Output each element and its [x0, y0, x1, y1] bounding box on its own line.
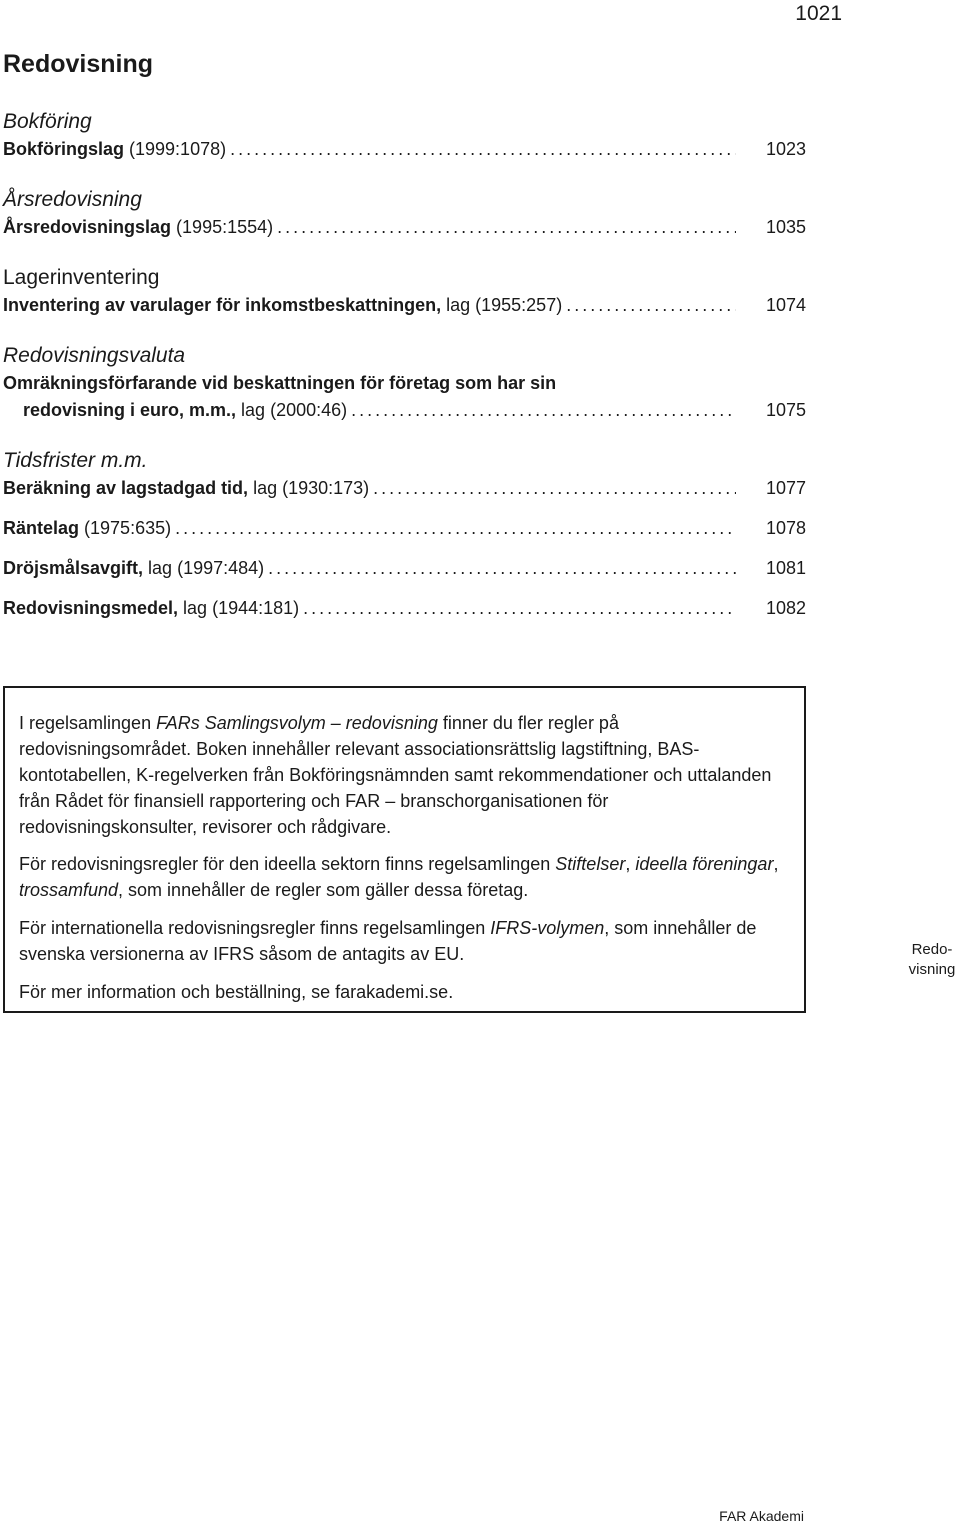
info-box: [3, 686, 806, 1013]
info-paragraph-3: För internationella redovisningsregler finns regelsamlingen IFRS-volymen, som innehåller de svenska versionerna av IFRS såsom de antagits av EU.: [19, 918, 757, 964]
dot-leader: [175, 515, 736, 542]
toc-entry-redovisningsmedel[interactable]: [3, 595, 806, 622]
dot-leader: [230, 136, 736, 163]
dot-leader: [277, 214, 736, 241]
toc-heading-redovisningsvaluta: Redovisningsvaluta: [3, 344, 186, 367]
section-title: Redovisning: [3, 50, 154, 78]
toc-entry-title: Årsredovisningslag (1995:1554): [3, 217, 274, 237]
toc-entry-page: 1075: [765, 400, 806, 420]
info-paragraph-1: I regelsamlingen FARs Samlingsvolym – redovisning finner du fler regler på redovisningsområdet. Boken innehåller relevant associationsrättslig lagstiftning, BAS-kontotabellen, K-regelverken från Bokföringsnämnden samt rekommendationer och uttalanden från Rådet för finansiell rapportering och FAR – branschorganisationen för redovisningskonsulter, revisorer och rådgivare.: [19, 713, 772, 837]
toc-heading-tidsfrister: Tidsfrister m.m.: [3, 449, 148, 472]
info-paragraph-4: För mer information och beställning, se farakademi.se.: [19, 982, 454, 1002]
dot-leader: [566, 292, 736, 319]
toc-entry-title: Dröjsmålsavgift, lag (1997:484): [3, 558, 265, 578]
dot-leader: [351, 397, 736, 424]
toc-entry-page: 1035: [765, 217, 806, 237]
toc-entry-title: Bokföringslag (1999:1078): [3, 139, 227, 159]
page-number: 1021: [795, 2, 842, 25]
toc-entry-page: 1078: [765, 518, 806, 538]
footer-publisher: FAR Akademi: [719, 1508, 804, 1524]
toc-entry-title: Inventering av varulager för inkomstbeskattningen, lag (1955:257): [3, 295, 563, 315]
toc-heading-arsredovisning: Årsredovisning: [3, 188, 142, 211]
dot-leader: [268, 555, 736, 582]
toc-entry-rantelag[interactable]: [3, 515, 806, 542]
toc-entry-arsredovisningslag[interactable]: [3, 214, 806, 241]
info-paragraph-2: För redovisningsregler för den ideella sektorn finns regelsamlingen Stiftelser, ideella föreningar, trossamfund, som innehåller de regler som gäller dessa företag.: [19, 854, 779, 900]
toc-entry-title: redovisning i euro, m.m., lag (2000:46): [23, 400, 348, 420]
side-tab-label: Redo- visning: [908, 941, 956, 978]
toc-entry-inventering[interactable]: [3, 292, 806, 319]
toc-entry-title: Räntelag (1975:635): [3, 518, 172, 538]
toc-entry-bokforingslag[interactable]: [3, 136, 806, 163]
dot-leader: [303, 595, 736, 622]
toc-heading-lagerinventering: Lagerinventering: [3, 266, 160, 289]
toc-entry-omrakning-line2[interactable]: [3, 397, 806, 424]
toc-heading-bokforing: Bokföring: [3, 110, 92, 133]
table-of-contents: [3, 108, 806, 622]
toc-entry-page: 1077: [765, 478, 806, 498]
toc-entry-page: 1074: [765, 295, 806, 315]
toc-entry-page: 1023: [765, 139, 806, 159]
toc-entry-omrakning-line1[interactable]: [3, 370, 806, 397]
toc-entry-title: Beräkning av lagstadgad tid, lag (1930:173): [3, 478, 370, 498]
toc-entry-title: Omräkningsförfarande vid beskattningen för företag som har sin: [3, 373, 557, 393]
toc-entry-title: Redovisningsmedel, lag (1944:181): [3, 598, 300, 618]
toc-entry-page: 1082: [765, 598, 806, 618]
dot-leader: [373, 475, 736, 502]
toc-entry-drojsmalsavgift[interactable]: [3, 555, 806, 582]
toc-entry-page: 1081: [765, 558, 806, 578]
toc-entry-berakning[interactable]: [3, 475, 806, 502]
